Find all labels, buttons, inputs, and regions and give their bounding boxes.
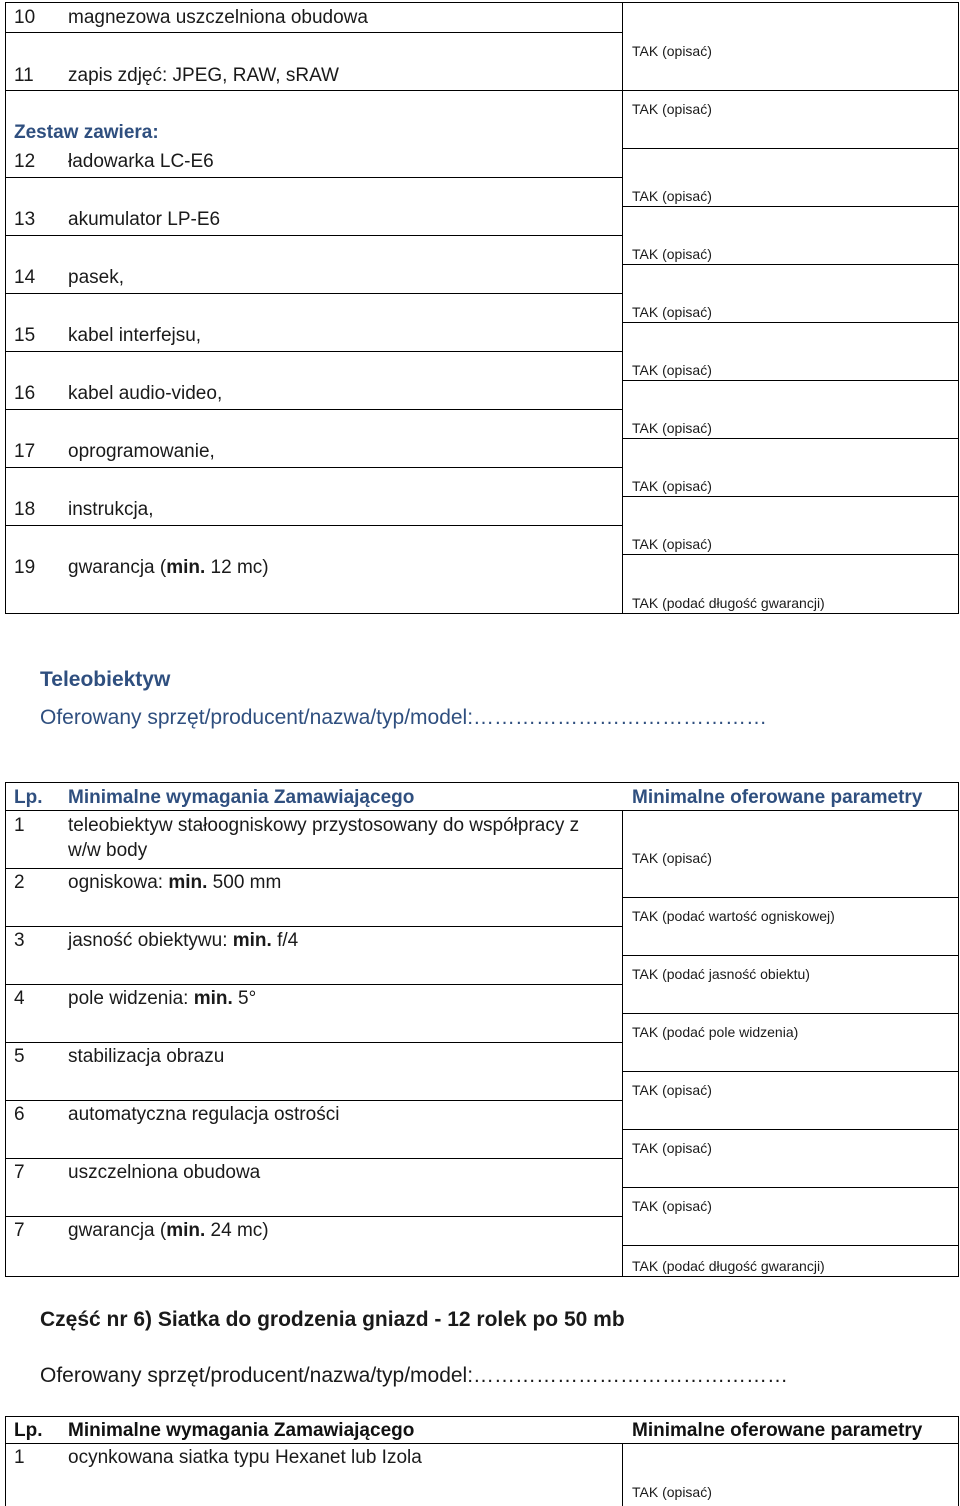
answer-text: TAK (opisać) <box>632 478 712 494</box>
answer-text: TAK (podać jasność obiektu) <box>632 966 810 982</box>
requirement-text: automatyczna regulacja ostrości <box>68 1104 340 1125</box>
requirement-text: ogniskowa: min. 500 mm <box>68 872 282 893</box>
column-header-offered: Minimalne oferowane parametry <box>632 1420 923 1441</box>
requirement-text: pasek, <box>68 267 124 288</box>
row-number: 7 <box>14 1162 25 1183</box>
row-number: 7 <box>14 1220 25 1241</box>
answer-text: TAK (opisać) <box>632 362 712 378</box>
requirement-text: instrukcja, <box>68 499 154 520</box>
row-number: 17 <box>14 441 36 462</box>
answer-text: TAK (podać długość gwarancji) <box>632 595 825 611</box>
requirement-text: gwarancja (min. 24 mc) <box>68 1220 269 1241</box>
row-number: 15 <box>14 325 36 346</box>
offered-equipment-line: Oferowany sprzęt/producent/nazwa/typ/model:……………………………………… <box>40 1364 789 1387</box>
offered-equipment-line: Oferowany sprzęt/producent/nazwa/typ/model:…………………………………… <box>40 706 768 729</box>
answer-text: TAK (podać długość gwarancji) <box>632 1258 825 1274</box>
answer-text: TAK (opisać) <box>632 1484 712 1500</box>
answer-text: TAK (opisać) <box>632 536 712 552</box>
section-title: Teleobiektyw <box>40 668 171 691</box>
row-number: 16 <box>14 383 36 404</box>
column-header-offered: Minimalne oferowane parametry <box>632 787 923 808</box>
requirement-text: akumulator LP-E6 <box>68 209 221 230</box>
row-number: 10 <box>14 7 36 28</box>
column-header-requirements: Minimalne wymagania Zamawiającego <box>68 787 415 808</box>
row-number: 13 <box>14 209 36 230</box>
answer-text: TAK (opisać) <box>632 304 712 320</box>
answer-text: TAK (opisać) <box>632 1198 712 1214</box>
answer-text: TAK (podać pole widzenia) <box>632 1024 799 1040</box>
kit-contents-label: Zestaw zawiera: <box>14 122 159 143</box>
requirement-text: stabilizacja obrazu <box>68 1046 225 1067</box>
requirement-text: teleobiektyw stałoogniskowy przystosowany do współpracy z <box>68 815 580 836</box>
answer-text: TAK (opisać) <box>632 850 712 866</box>
requirement-text: gwarancja (min. 12 mc) <box>68 557 269 578</box>
answer-text: TAK (opisać) <box>632 1082 712 1098</box>
requirement-text: zapis zdjęć: JPEG, RAW, sRAW <box>68 65 339 86</box>
row-number: 18 <box>14 499 36 520</box>
row-number: 2 <box>14 872 25 893</box>
answer-text: TAK (opisać) <box>632 43 712 59</box>
row-number: 3 <box>14 930 25 951</box>
requirement-text: ładowarka LC-E6 <box>68 151 214 172</box>
answer-text: TAK (opisać) <box>632 246 712 262</box>
column-header-requirements: Minimalne wymagania Zamawiającego <box>68 1420 415 1441</box>
requirement-text: magnezowa uszczelniona obudowa <box>68 7 368 28</box>
requirement-text: kabel interfejsu, <box>68 325 202 346</box>
requirement-text: kabel audio-video, <box>68 383 223 404</box>
requirement-text: uszczelniona obudowa <box>68 1162 261 1183</box>
requirement-text: jasność obiektywu: min. f/4 <box>68 930 299 951</box>
row-number: 19 <box>14 557 36 578</box>
section-title: Część nr 6) Siatka do grodzenia gniazd - 12 rolek po 50 mb <box>40 1308 625 1331</box>
row-number: 12 <box>14 151 36 172</box>
row-number: 1 <box>14 815 25 836</box>
column-header-lp: Lp. <box>14 1420 43 1441</box>
answer-text: TAK (opisać) <box>632 188 712 204</box>
requirement-text: pole widzenia: min. 5° <box>68 988 257 1009</box>
requirement-text-continued: w/w body <box>68 840 148 861</box>
column-header-lp: Lp. <box>14 787 43 808</box>
row-number: 14 <box>14 267 36 288</box>
answer-text: TAK (opisać) <box>632 420 712 436</box>
answer-text: TAK (opisać) <box>632 101 712 117</box>
requirement-text: oprogramowanie, <box>68 441 215 462</box>
answer-text: TAK (opisać) <box>632 1140 712 1156</box>
row-number: 1 <box>14 1447 25 1468</box>
requirement-text: ocynkowana siatka typu Hexanet lub Izola <box>68 1447 422 1468</box>
row-number: 4 <box>14 988 25 1009</box>
answer-text: TAK (podać wartość ogniskowej) <box>632 908 835 924</box>
row-number: 6 <box>14 1104 25 1125</box>
row-number: 11 <box>14 65 34 86</box>
row-number: 5 <box>14 1046 25 1067</box>
